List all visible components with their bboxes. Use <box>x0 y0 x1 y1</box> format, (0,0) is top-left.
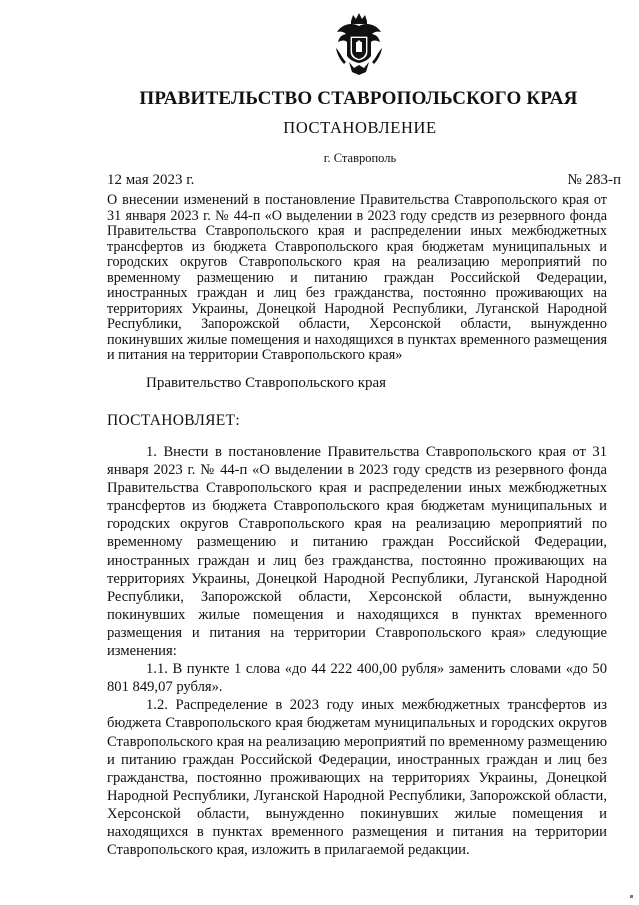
document-subject: О внесении изменений в постановление Правительства Ставропольского края от 31 января 2023 г. № 44-п «О выделении в 2023 году средств из резервного фонда Правительства Ставропольского края и распределении иных межбюджетных трансфертов из бюджета Ставропольского края бюджетам муниципальных и городских округов Ставропольского края на реализацию мероприятий по временному размещению и питанию граждан Российской Федерации, иностранных граждан и лиц без гражданства, постоянно проживающих на территориях Украины, Донецкой Народной Республики, Луганской Народной Республики, Запорожской области, Херсонской области, вынужденно покинувших жилые помещения и находящихся в пунктах временного размещения и питания на территории Ставропольского края» <box>107 192 607 363</box>
paragraph-1-2: 1.2. Распределение в 2023 году иных межбюджетных трансфертов из бюджета Ставропольского края бюджетам муниципальных и городских округов Ставропольского края на реализацию мероприятий по временному размещению и питанию граждан Российской Федерации, иностранных граждан и лиц без гражданства, постоянно проживающих на территориях Украины, Донецкой Народной Республики, Луганской Народной Республики, Запорожской области, Херсонской области, вынужденно покинувших жилые помещения и находящихся в пунктах временного размещения и питания на территории Ставропольского края, изложить в прилагаемой редакции. <box>107 697 607 859</box>
document-type: ПОСТАНОВЛЕНИЕ <box>283 118 437 137</box>
paragraph-1: 1. Внести в постановление Правительства Ставропольского края от 31 января 2023 г. № 44-п «О выделении в 2023 году средств из резервного фонда Правительства Ставропольского края и распределении иных межбюджетных трансфертов из бюджета Ставропольского края бюджетам муниципальных и городских округов Ставропольского края на реализацию мероприятий по временному размещению и питанию граждан Российской Федерации, иностранных граждан и лиц без гражданства, постоянно проживающих на территориях Украины, Донецкой Народной Республики, Луганской Народной Республики, Запорожской области, Херсонской области, вынужденно покинувших жилые помещения и находящихся в пунктах временного размещения и питания на территории Ставропольского края» следующие изменения: <box>107 444 607 660</box>
issue-city: г. Ставрополь <box>323 151 397 165</box>
decree-word: ПОСТАНОВЛЯЕТ: <box>107 412 240 429</box>
coat-of-arms-emblem <box>334 12 384 76</box>
scan-mark <box>630 895 633 898</box>
government-title: ПРАВИТЕЛЬСТВО СТАВРОПОЛЬСКОГО КРАЯ <box>139 88 578 109</box>
paragraph-1-1: 1.1. В пункте 1 слова «до 44 222 400,00 рубля» заменить словами «до 50 801 849,07 рубля». <box>107 661 607 696</box>
document-body <box>107 443 607 859</box>
document-number: № 283-п <box>567 172 621 188</box>
preamble: Правительство Ставропольского края <box>146 375 387 391</box>
issue-date: 12 мая 2023 г. <box>107 172 195 188</box>
